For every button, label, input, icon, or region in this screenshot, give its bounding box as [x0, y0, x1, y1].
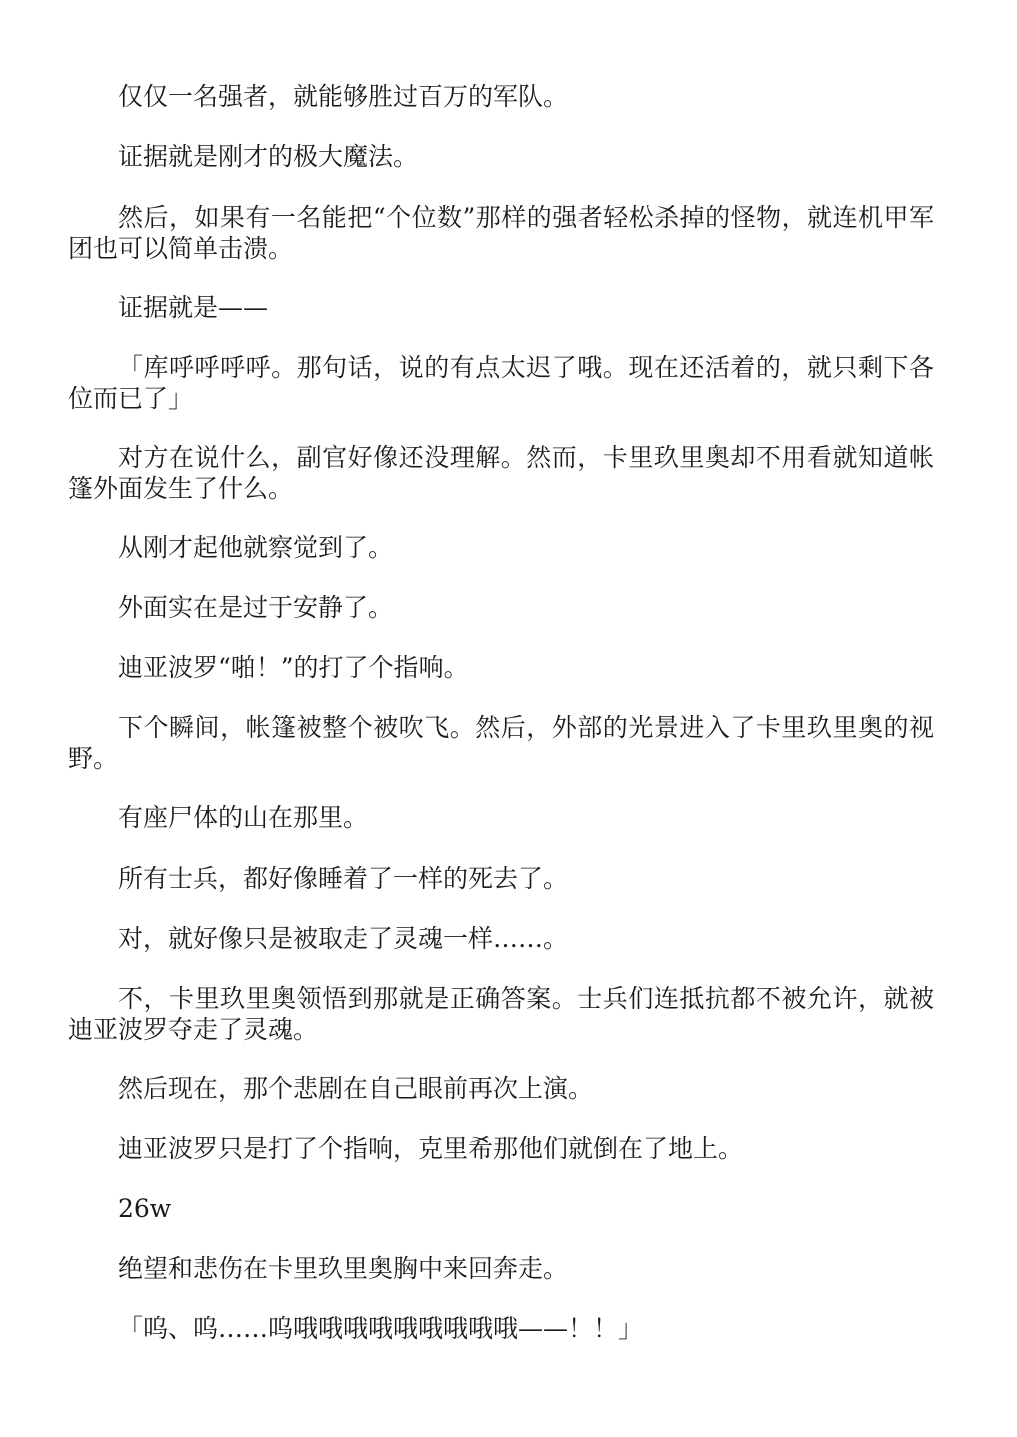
paragraph-13: 对，就好像只是被取走了灵魂一样……。 [118, 924, 569, 953]
paragraph-5: 「库呼呼呼呼。那句话，说的有点太迟了哦。现在还活着的，就只剩下各位而已了」 [68, 353, 934, 413]
paragraph-14: 不，卡里玖里奥领悟到那就是正确答案。士兵们连抵抗都不被允许，就被迪亚波罗夺走了灵魂。 [68, 984, 934, 1044]
paragraph-8: 外面实在是过于安静了。 [118, 593, 394, 622]
paragraph-1: 仅仅一名强者，就能够胜过百万的军队。 [118, 82, 569, 111]
paragraph-12: 所有士兵，都好像睡着了一样的死去了。 [118, 864, 569, 893]
paragraph-10: 下个瞬间，帐篷被整个被吹飞。然后，外部的光景进入了卡里玖里奥的视野。 [68, 713, 934, 773]
paragraph-17: 26w [118, 1194, 172, 1223]
paragraph-2: 证据就是刚才的极大魔法。 [118, 142, 419, 171]
paragraph-19: 「呜、呜……呜哦哦哦哦哦哦哦哦哦——！！」 [118, 1314, 644, 1343]
paragraph-4: 证据就是—— [118, 293, 269, 322]
paragraph-18: 绝望和悲伤在卡里玖里奥胸中来回奔走。 [118, 1254, 569, 1283]
paragraph-7: 从刚才起他就察觉到了。 [118, 533, 394, 562]
paragraph-15: 然后现在，那个悲剧在自己眼前再次上演。 [118, 1074, 594, 1103]
paragraph-6: 对方在说什么，副官好像还没理解。然而，卡里玖里奥却不用看就知道帐篷外面发生了什么。 [68, 443, 934, 503]
paragraph-11: 有座尸体的山在那里。 [118, 803, 369, 832]
paragraph-3: 然后，如果有一名能把“个位数”那样的强者轻松杀掉的怪物，就连机甲军团也可以简单击溃。 [68, 203, 934, 263]
paragraph-16: 迪亚波罗只是打了个指响，克里希那他们就倒在了地上。 [118, 1134, 744, 1163]
paragraph-9: 迪亚波罗“啪！”的打了个指响。 [118, 653, 469, 682]
